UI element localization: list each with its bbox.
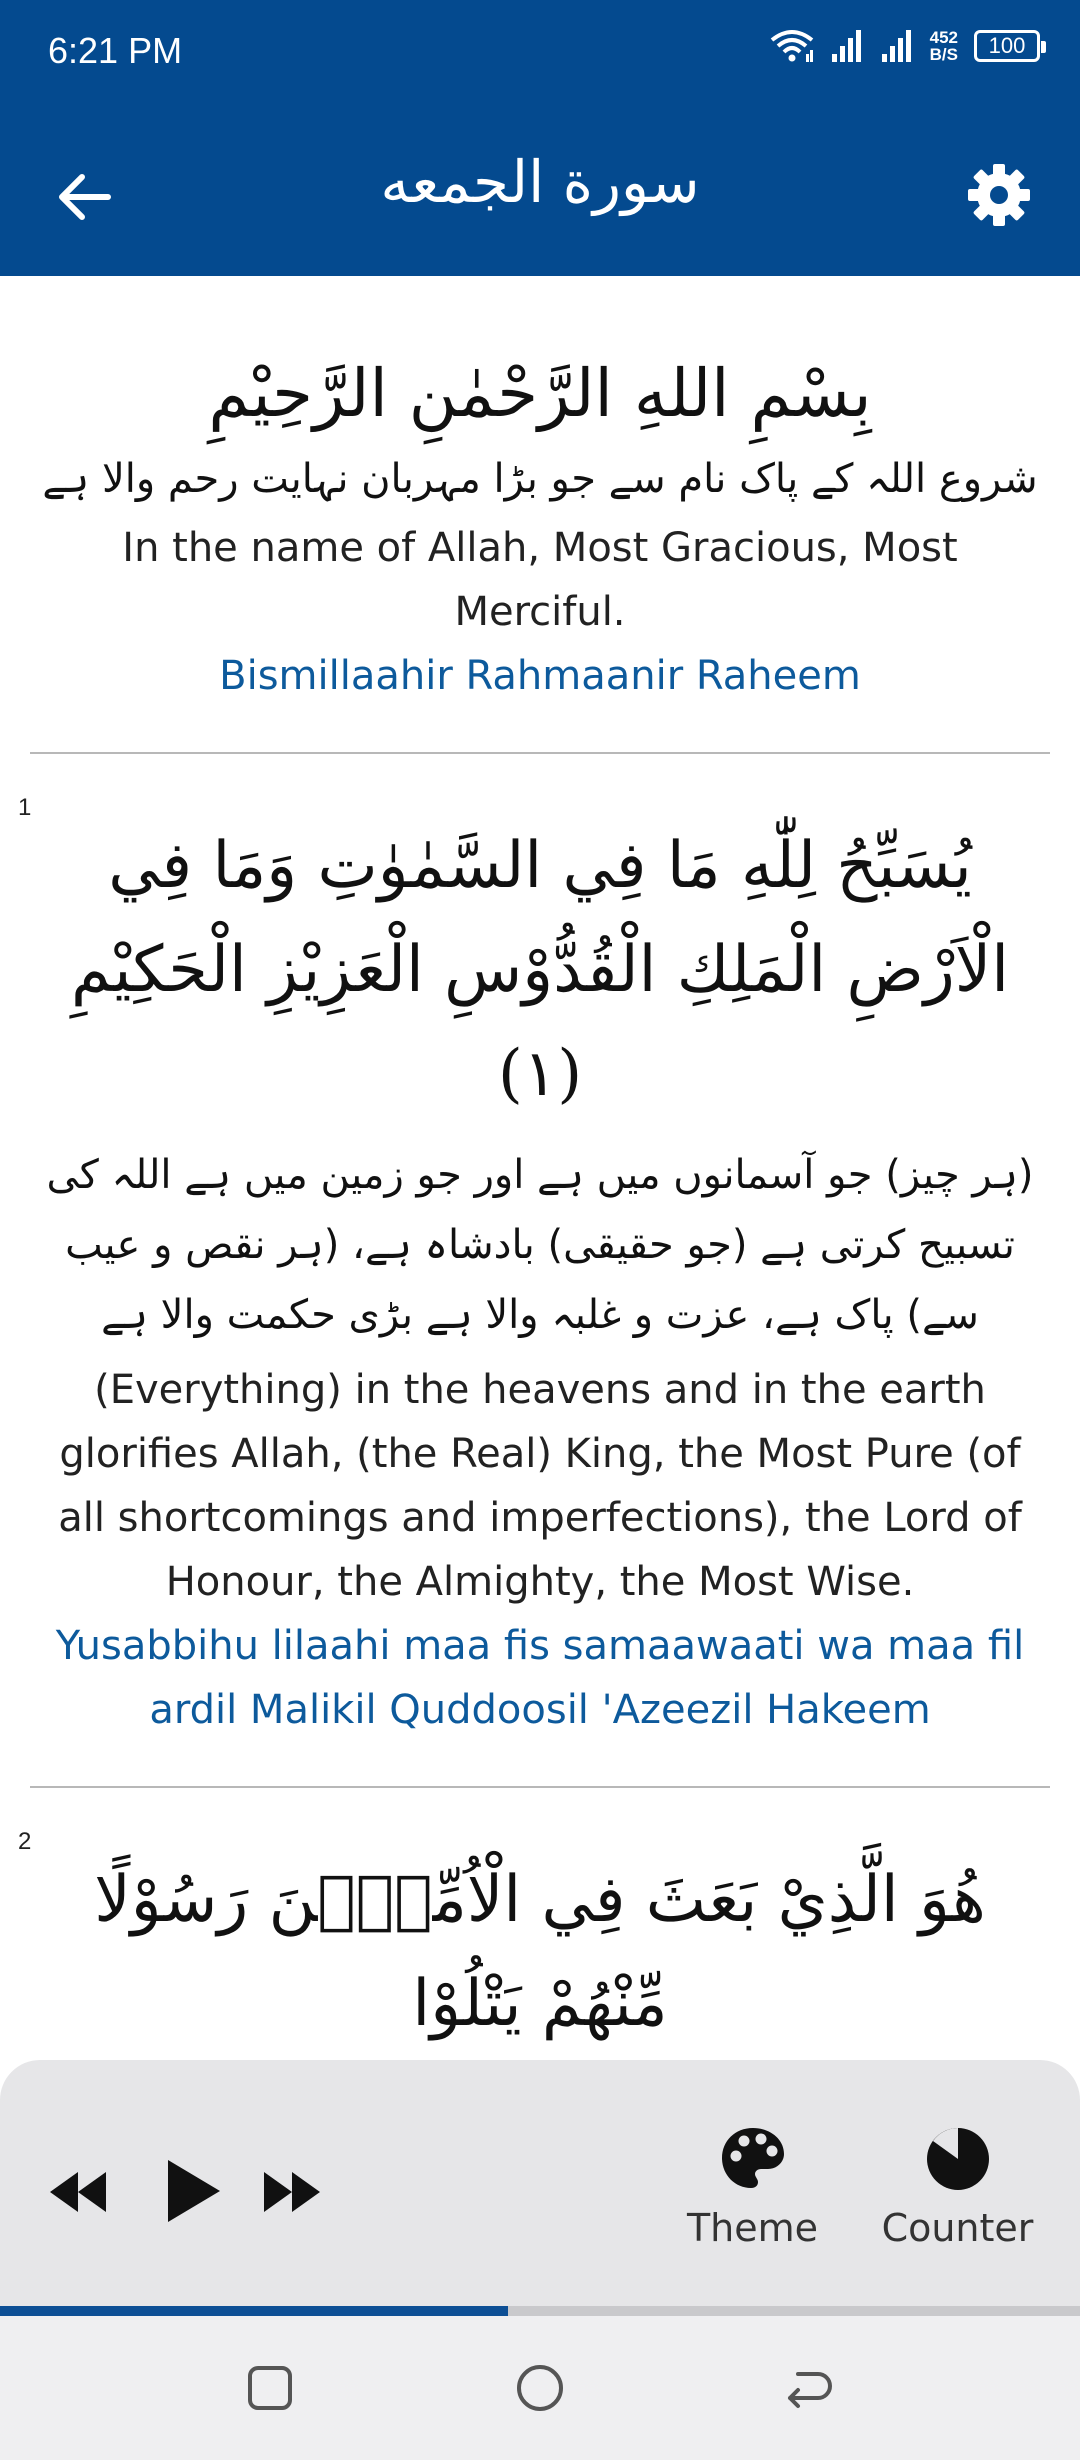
signal-icon-2 — [880, 30, 914, 62]
verse-english: (Everything) in the heavens and in the earth glorifies Allah, (the Real) King, the Most Pure (of all shortcomings and imperfections), the Lord of Honour, the Almighty, the Most Wise. — [58, 1367, 1022, 1605]
signal-icon-1 — [830, 30, 864, 62]
playback-progress-fill — [0, 2306, 508, 2316]
status-icons — [770, 28, 1040, 64]
verse-transliteration: Yusabbihu lilaahi maa fis samaawaati wa maa fil ardil Malikil Quddoosil 'Azeezil Hakeem — [55, 1623, 1025, 1733]
square-icon[interactable] — [242, 2360, 298, 2416]
verse-item[interactable] — [0, 1788, 1080, 2056]
counter-button[interactable] — [870, 2124, 1045, 2250]
bismillah-block — [0, 276, 1080, 708]
battery-icon: 100 — [974, 30, 1040, 62]
pie-chart-icon — [923, 2124, 993, 2194]
page-title: سورة الجمعه — [380, 148, 700, 216]
verse-item[interactable] — [0, 754, 1080, 1742]
bismillah-arabic: بِسْمِ اللهِ الرَّحْمٰنِ الرَّحِيْمِ — [208, 355, 872, 432]
fast-forward-icon[interactable] — [262, 2164, 322, 2220]
verse-number: 2 — [18, 1828, 32, 1855]
verse-urdu: (ہر چیز) جو آسمانوں میں ہے اور جو زمین میں ہے اللہ کی تسبیح کرتی ہے (جو حقیقی) بادشاہ ہے، (ہر نقص و عیب سے) پاک ہے، عزت و غلبہ والا ہے بڑی حکمت والا ہے — [46, 1152, 1034, 1338]
palette-icon — [718, 2124, 788, 2194]
theme-button[interactable] — [680, 2124, 825, 2250]
counter-label: Counter — [881, 2206, 1034, 2250]
theme-label: Theme — [686, 2206, 819, 2250]
playback-progress[interactable] — [0, 2306, 1080, 2316]
play-icon[interactable] — [160, 2156, 224, 2226]
return-icon[interactable] — [780, 2360, 836, 2416]
verse-arabic: يُسَبِّحُ لِلّٰهِ مَا فِي السَّمٰوٰتِ وَمَا فِي الْاَرْضِ الْمَلِكِ الْقُدُّوْسِ الْعَزِيْزِ الْحَكِيْمِ (١) — [70, 829, 1010, 1111]
verse-arabic: هُوَ الَّذِيْ بَعَثَ فِي الْاُمِّيّٖنَ رَسُوْلًا مِّنْهُمْ يَتْلُوْا — [94, 1863, 986, 2041]
system-nav-bar — [0, 2316, 1080, 2460]
verse-number: 1 — [18, 794, 32, 821]
rewind-icon[interactable] — [48, 2164, 108, 2220]
bismillah-urdu: شروع اللہ کے پاک نام سے جو بڑا مہربان نہایت رحم والا ہے — [42, 456, 1038, 502]
status-bar — [0, 0, 1080, 110]
surah-content[interactable] — [0, 276, 1080, 2060]
net-speed: 452 B/S — [929, 28, 958, 64]
bismillah-transliteration: Bismillaahir Rahmaanir Raheem — [219, 653, 861, 699]
app-bar — [0, 110, 1080, 276]
status-time: 6:21 PM — [48, 30, 183, 71]
circle-icon[interactable] — [512, 2360, 568, 2416]
bismillah-english: In the name of Allah, Most Gracious, Most Merciful. — [122, 525, 958, 635]
gear-icon[interactable] — [964, 160, 1034, 230]
audio-player — [0, 2060, 1080, 2310]
arrow-left-icon[interactable] — [50, 162, 120, 232]
wifi-icon — [770, 28, 814, 64]
